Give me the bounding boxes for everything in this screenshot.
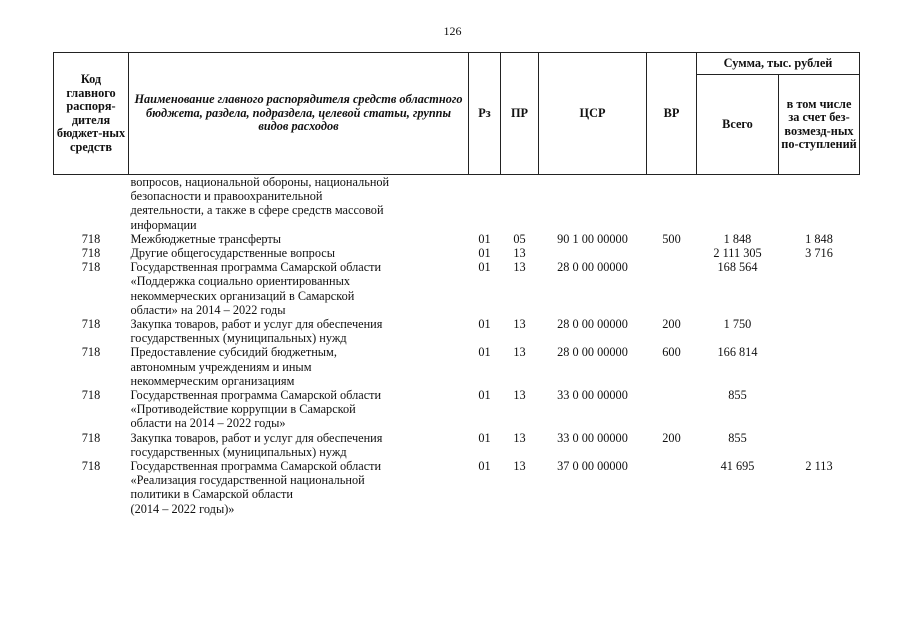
cell-pr [501, 175, 539, 232]
cell-vr [647, 388, 697, 431]
cell-pr: 13 [513, 317, 526, 332]
cell-code: 718 [81, 260, 101, 275]
cell-code: 718 [81, 317, 101, 332]
cell-rz: 01 [478, 231, 491, 246]
cell-incl [779, 317, 860, 345]
page-number: 126 [443, 24, 462, 38]
table-row [54, 232, 860, 246]
cell-pr: 13 [513, 430, 526, 445]
name-line: «Противодействие коррупции в Самарской [130, 402, 356, 417]
cell-incl [779, 260, 860, 317]
cell-pr: 13 [513, 246, 526, 261]
name-line: информации [130, 217, 197, 232]
name-line: вопросов, национальной обороны, национальной [130, 175, 390, 189]
name-line: области» на 2014 – 2022 годы [130, 302, 286, 317]
cell-name [129, 317, 469, 345]
cell-rz [469, 175, 501, 232]
cell-rz: 01 [478, 459, 491, 474]
budget-table [53, 52, 860, 516]
name-line: Предоставление субсидий бюджетным, [130, 345, 337, 360]
cell-pr: 13 [513, 388, 526, 403]
cell-code: 718 [81, 459, 101, 474]
table-row [54, 459, 860, 516]
header-rz: Рз [469, 53, 501, 175]
cell-code: 718 [81, 231, 101, 246]
cell-total: 1 750 [723, 317, 752, 332]
cell-csr: 28 0 00 00000 [557, 345, 628, 360]
cell-rz: 01 [478, 317, 491, 332]
name-line: Другие общегосударственные вопросы [130, 246, 335, 261]
cell-vr: 600 [662, 345, 681, 360]
cell-csr: 37 0 00 00000 [557, 459, 628, 474]
cell-csr: 28 0 00 00000 [557, 317, 628, 332]
name-line: области на 2014 – 2022 годы» [130, 416, 286, 431]
name-line: некоммерческих организаций в Самарской [130, 288, 355, 303]
table-row [54, 388, 860, 431]
cell-rz: 01 [478, 260, 491, 275]
cell-total: 2 111 305 [713, 246, 762, 261]
name-line: «Реализация государственной национальной [130, 473, 365, 488]
name-line: деятельности, а также в сфере средств массовой [130, 203, 384, 218]
cell-pr: 13 [513, 345, 526, 360]
cell-code: 718 [81, 388, 101, 403]
name-line: государственных (муниципальных) нужд [130, 444, 347, 459]
cell-name [129, 246, 469, 260]
name-line: Закупка товаров, работ и услуг для обеспечения [130, 430, 383, 445]
cell-incl [779, 345, 860, 388]
cell-code [54, 175, 129, 232]
name-line: некоммерческим организациям [130, 373, 295, 388]
header-name: Наименование главного распорядителя средств областного бюджета, раздела, подраздела, целевой статьи, группы видов расходов [129, 53, 469, 175]
cell-incl [779, 431, 860, 459]
header-code: Код главного распоря-дителя бюджет-ных средств [54, 53, 129, 175]
header-sum: Сумма, тыс. рублей [697, 53, 860, 75]
cell-csr [539, 246, 647, 260]
cell-vr: 200 [662, 430, 681, 445]
header-incl: в том числе за счет без-возмезд-ных по-ступлений [779, 75, 860, 175]
header-vr: ВР [647, 53, 697, 175]
cell-vr [647, 459, 697, 516]
cell-code: 718 [81, 345, 101, 360]
cell-code: 718 [81, 246, 101, 261]
header-pr: ПР [501, 53, 539, 175]
table-row [54, 345, 860, 388]
cell-name [129, 232, 469, 246]
table-body [54, 175, 860, 516]
cell-name [129, 431, 469, 459]
cell-vr: 500 [662, 231, 681, 246]
cell-incl [779, 175, 860, 232]
cell-incl [779, 388, 860, 431]
cell-name [129, 459, 469, 516]
cell-code: 718 [81, 430, 101, 445]
name-line: (2014 – 2022 годы)» [130, 501, 235, 516]
name-line: Государственная программа Самарской области [130, 260, 382, 275]
cell-vr [647, 175, 697, 232]
cell-name [129, 345, 469, 388]
cell-total: 41 695 [720, 459, 755, 474]
cell-total: 168 564 [717, 260, 758, 275]
cell-name [129, 388, 469, 431]
name-line: безопасности и правоохранительной [130, 189, 323, 204]
header-csr: ЦСР [539, 53, 647, 175]
name-line: «Поддержка социально ориентированных [130, 274, 350, 289]
cell-incl: 1 848 [805, 231, 833, 246]
cell-total: 855 [728, 388, 747, 403]
name-line: государственных (муниципальных) нужд [130, 331, 347, 346]
cell-incl: 3 716 [805, 246, 833, 261]
name-line: политики в Самарской области [130, 487, 293, 502]
cell-vr: 200 [662, 317, 681, 332]
cell-total: 1 848 [723, 231, 752, 246]
name-line: Государственная программа Самарской области [130, 459, 382, 474]
cell-incl: 2 113 [805, 459, 833, 474]
cell-total: 166 814 [717, 345, 758, 360]
header-total: Всего [697, 75, 779, 175]
cell-vr [647, 246, 697, 260]
cell-csr: 90 1 00 00000 [557, 231, 628, 246]
table-row [54, 431, 860, 459]
name-line: Государственная программа Самарской области [130, 388, 382, 403]
cell-total: 855 [728, 430, 747, 445]
cell-rz: 01 [478, 246, 491, 261]
cell-vr [647, 260, 697, 317]
cell-pr: 13 [513, 260, 526, 275]
table-row [54, 260, 860, 317]
cell-rz: 01 [478, 430, 491, 445]
cell-pr: 05 [513, 231, 526, 246]
cell-rz: 01 [478, 388, 491, 403]
cell-total [697, 175, 779, 232]
cell-csr: 33 0 00 00000 [557, 388, 628, 403]
name-line: автономным учреждениям и иным [130, 359, 312, 374]
cell-csr: 28 0 00 00000 [557, 260, 628, 275]
cell-name [129, 260, 469, 317]
cell-rz: 01 [478, 345, 491, 360]
cell-csr [539, 175, 647, 232]
table-row [54, 246, 860, 260]
name-line: Межбюджетные трансферты [130, 231, 282, 246]
name-line: Закупка товаров, работ и услуг для обеспечения [130, 317, 383, 332]
table-row [54, 317, 860, 345]
table-row [54, 175, 860, 232]
cell-csr: 33 0 00 00000 [557, 430, 628, 445]
cell-name [129, 175, 469, 232]
cell-pr: 13 [513, 459, 526, 474]
